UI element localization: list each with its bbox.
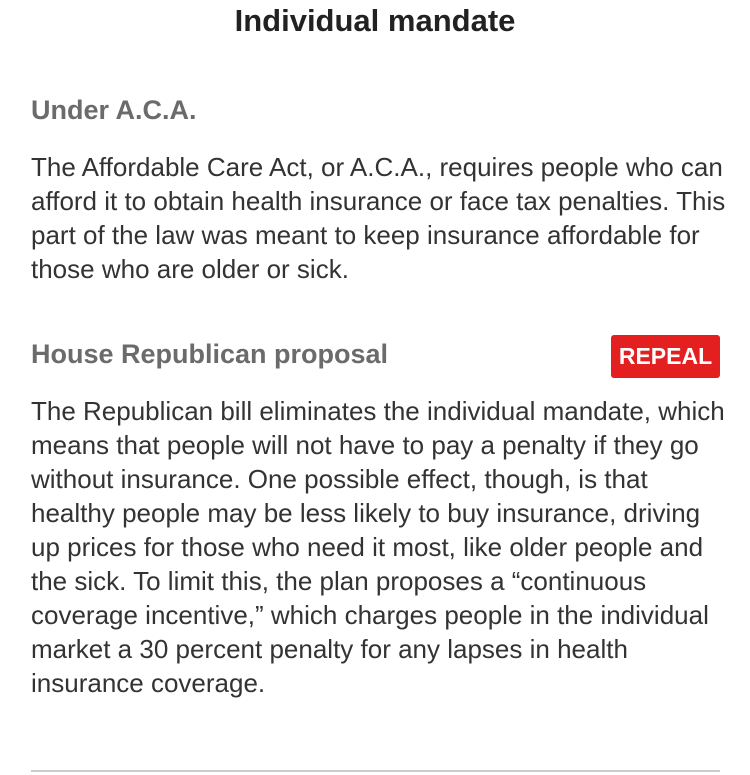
section-body-under-aca: The Affordable Care Act, or A.C.A., requires people who can afford it to obtain health insurance or face tax penalties. This part of the law was meant to keep insurance affordable for those who are older or sick. (31, 152, 726, 284)
section-body-house-republican-proposal: The Republican bill eliminates the individual mandate, which means that people will not have to pay a penalty if they go without insurance. One possible effect, though, is that healthy people may be less likely to buy insurance, driving up prices for those who need it most, like older people and the sick. To limit this, the plan proposes a “continuous coverage incentive,” which charges people in the individual market a 30 percent penalty for any lapses in health insurance coverage. (31, 396, 725, 698)
bottom-divider (31, 770, 720, 772)
page-title: Individual mandate (234, 3, 516, 38)
section-heading-house-republican-proposal: House Republican proposal (31, 339, 389, 369)
section-heading-under-aca: Under A.C.A. (31, 95, 197, 125)
repeal-badge: REPEAL (611, 335, 720, 378)
